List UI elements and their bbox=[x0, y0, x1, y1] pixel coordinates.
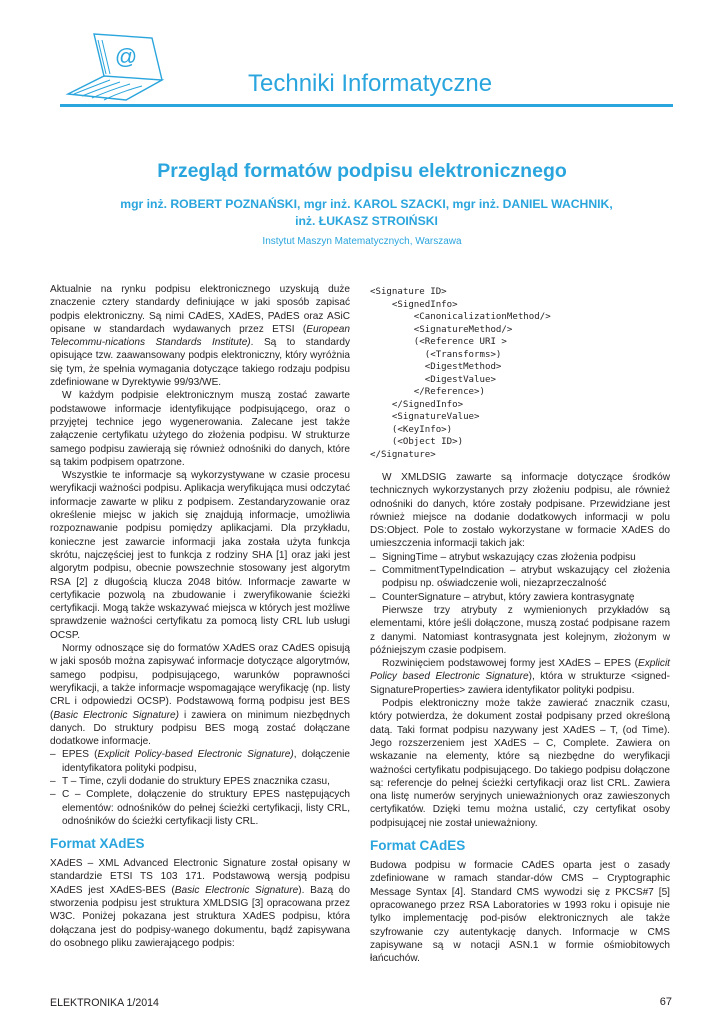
code-line: <Signature ID> bbox=[370, 287, 447, 297]
body-paragraph: W każdym podpisie elektronicznym muszą zostać zawarte podstawowe informacje identyfikujące podpisującego, oraz o przyjętej technice jego wygenerowania. Zalecane jest także załączenie certyfikatu użytego do złożenia podpisu. W strukturze samego podpisu zawierają się również odnośniki do danych, które są takim podpisem opatrzone. bbox=[50, 390, 350, 468]
code-line: <CanonicalizationMethod/> bbox=[370, 312, 551, 322]
intro-paragraph: Aktualnie na rynku podpisu elektronicznego uzyskują duże znaczenie cztery standardy definiujące w jaki sposób zapisać podpis elektroniczny. Są nimi CAdES, XAdES, PAdES oraz ASiC opisane w standardach wydawanych przez ETSI (European Telecommu-nications Standards Institute). Są to standardy opisujące tzw. zaawansowany podpis elektroniczny, który wyróżnia się tym, że spełnia wymagania dotyczące takiego rodzaju podpisu zdefiniowane w Dyrektywie 99/93/WE. bbox=[50, 284, 350, 389]
journal-section-title: Techniki Informatyczne bbox=[248, 70, 493, 97]
left-column bbox=[50, 283, 350, 950]
body-paragraph: Podpis elektroniczny może także zawierać znacznik czasu, który potwierdza, że dokument został podpisany przed określoną datą. Taki format podpisu nazywany jest XAdES – T, (od Time). Jego rozszerzeniem jest XAdES – C, Complete. Zawiera on wskazanie na elementy, które są niezbędne do weryfikacji ważności certyfikatu podpisującego. Do takiego podpisu dołączone są: referencje do pełnej ścieżki certyfikacji oraz list CRL. Zawiera ona listę numerów seryjnych unieważnionych oraz zawieszonych certyfikatów. Dzięki temu można ustalić, czy certyfikat osoby podpisującej nie został unieważniony. bbox=[370, 698, 670, 829]
code-line: <SignatureValue> bbox=[370, 412, 480, 422]
body-paragraph: XAdES – XML Advanced Electronic Signature został opisany w standardzie ETSI TS 103 171. Podstawową wersją podpisu XAdES jest XAdES-BES (Basic Electronic Signature). Bazą do stworzenia podpisu jest struktura XMLDSIG [3] opracowana przez W3C. Poniżej pokazana jest struktura XAdES podpisu, która dołączana jest do podpisy-wanego dokumentu, bądź zapisywana do osobnego pliku zawierającego podpis: bbox=[50, 858, 350, 949]
code-line: </SignedInfo> bbox=[370, 399, 464, 410]
page-number: 67 bbox=[659, 996, 672, 1008]
body-paragraph: Normy odnoszące się do formatów XAdES oraz CAdES opisują w jaki sposób można zapisywać informacje dotyczące algorytmów, samego podpisu, podpisującego, warunków poprawności weryfikacji, a także informacje wspomagające weryfikację (np. listy CRL i odpowiedzi OCSP). Podstawową formą podpisu jest BES (Basic Electronic Signature) i zawiera on minimum niezbędnych danych. Do struktury podpisu BES mogą zostać dołączane dodatkowe informacje. bbox=[50, 643, 350, 748]
svg-text:@: @ bbox=[114, 44, 138, 69]
list-item: – SigningTime – atrybut wskazujący czas złożenia podpisu bbox=[370, 551, 636, 563]
list-item: – EPES (Explicit Policy-based Electronic Signature), dołączenie identyfikatora polityki podpisu, bbox=[50, 749, 350, 774]
body-paragraph: Pierwsze trzy atrybuty z wymienionych przykładów są elementami, które jeśli dołączone, muszą zostać podpisane razem z danymi. Natomiast kontrasygnata jest kolejnym, złożonym w późniejszym czasie podpisem. bbox=[370, 604, 670, 656]
code-line: (<KeyInfo>) bbox=[370, 424, 453, 435]
header-divider bbox=[60, 104, 673, 107]
code-line: </Reference>) bbox=[370, 387, 485, 397]
attributes-list bbox=[370, 551, 670, 604]
journal-logo-icon bbox=[64, 28, 168, 112]
body-paragraph: W XMLDSIG zawarte są informacje dotyczące środków technicznych wykorzystanych przy złożeniu podpisu, ale również odnośniki do danych, które zostały podpisane. Przewidziane jest również miejsce na dodanie dodatkowych informacji w polu DS:Object. Pole to zostało wykorzystane w formacie XAdES do umieszczenia informacji takich jak: bbox=[370, 472, 670, 550]
code-line: (<Object ID>) bbox=[370, 437, 464, 447]
body-paragraph: Wszystkie te informacje są wykorzystywane w czasie procesu weryfikacji ważności podpisu. Aplikacja weryfikująca musi odczytać informacje zawarte w pliku z podpisem. Zestandaryzowanie oraz określenie miejsc w jakich się znajdują informacje, umożliwia rozpoznawanie podpisu pomiędzy aplikacjami. Dla przykładu, konieczne jest zawarcie informacji jaka została użyta funkcja skrótu, najczęściej jest to funkcja z rodziny SHA [1] oraz jaki jest algorytm podpisu, obecnie powszechnie stosowany jest algorytm RSA [2] z długością klucza 2048 bitów. Informacje zawarte w certyfikacie pozwolą na zbudowanie i zweryfikowanie ścieżki certyfikacji. Mogą także wskazywać miejsca w których jest możliwe sprawdzenie ważności certyfikatu za pomocą listy CRL lub usługi OCSP. bbox=[50, 470, 350, 641]
code-line: <DigestValue> bbox=[370, 374, 496, 385]
footer-journal-issue: ELEKTRONIKA 1/2014 bbox=[50, 997, 159, 1009]
right-column bbox=[370, 283, 670, 965]
authors-line-2: inż. ŁUKASZ STROIŃSKI bbox=[295, 214, 438, 228]
xml-code-listing bbox=[370, 286, 670, 461]
list-item: – CommitmentTypeIndication – atrybut wskazujący cel złożenia podpisu np. oświadczenie woli, niezaprzeczalność bbox=[370, 565, 670, 590]
code-line: (<Reference URI > bbox=[370, 337, 507, 347]
code-line: <SignedInfo> bbox=[370, 299, 458, 310]
paper-authors bbox=[60, 196, 673, 230]
section-heading-cades: Format CAdES bbox=[370, 838, 466, 854]
body-paragraph: Budowa podpisu w formacie CAdES oparta jest o zasady zdefiniowane w ramach standar-dów CMS – Cryptographic Message Syntax [4]. Standard CMS wywodzi się z PKCS#7 [5] opracowanego przez RSA Laboratories w 1993 roku i opisuje nie tylko implementację pod-pisów elektronicznych ale także szyfrowanie czy autentykację danych. Informacje w CMS zapisywane są w notacji ASN.1 w formie ośmiobitowych łańcuchów. bbox=[370, 860, 670, 965]
authors-line-1: mgr inż. ROBERT POZNAŃSKI, mgr inż. KAROL SZACKI, mgr inż. DANIEL WACHNIK, bbox=[120, 197, 613, 211]
affiliation: Instytut Maszyn Matematycznych, Warszawa bbox=[262, 236, 462, 247]
list-item: – T – Time, czyli dodanie do struktury EPES znacznika czasu, bbox=[50, 775, 330, 787]
body-paragraph: Rozwinięciem podstawowej formy jest XAdES – EPES (Explicit Policy based Electronic Signature), która w strukturze <signed-SignatureProperties> zawiera identyfikator polityki podpisu. bbox=[370, 658, 670, 696]
section-heading-xades: Format XAdES bbox=[50, 836, 145, 852]
list-item: – CounterSignature – atrybut, który zawiera kontrasygnatę bbox=[370, 591, 635, 603]
code-line: (<Transforms>) bbox=[370, 349, 502, 360]
code-line: </Signature> bbox=[370, 449, 436, 460]
signature-forms-list bbox=[50, 748, 350, 828]
code-line: <DigestMethod> bbox=[370, 362, 502, 372]
code-line: <SignatureMethod/> bbox=[370, 324, 513, 335]
list-item: – C – Complete, dołączenie do struktury EPES następujących elementów: odnośników do pełnej ścieżki certyfikacji, listy CRL, odnośników do ścieżki certyfikacji listy CRL. bbox=[50, 789, 350, 827]
paper-title: Przegląd formatów podpisu elektronicznego bbox=[157, 160, 567, 182]
